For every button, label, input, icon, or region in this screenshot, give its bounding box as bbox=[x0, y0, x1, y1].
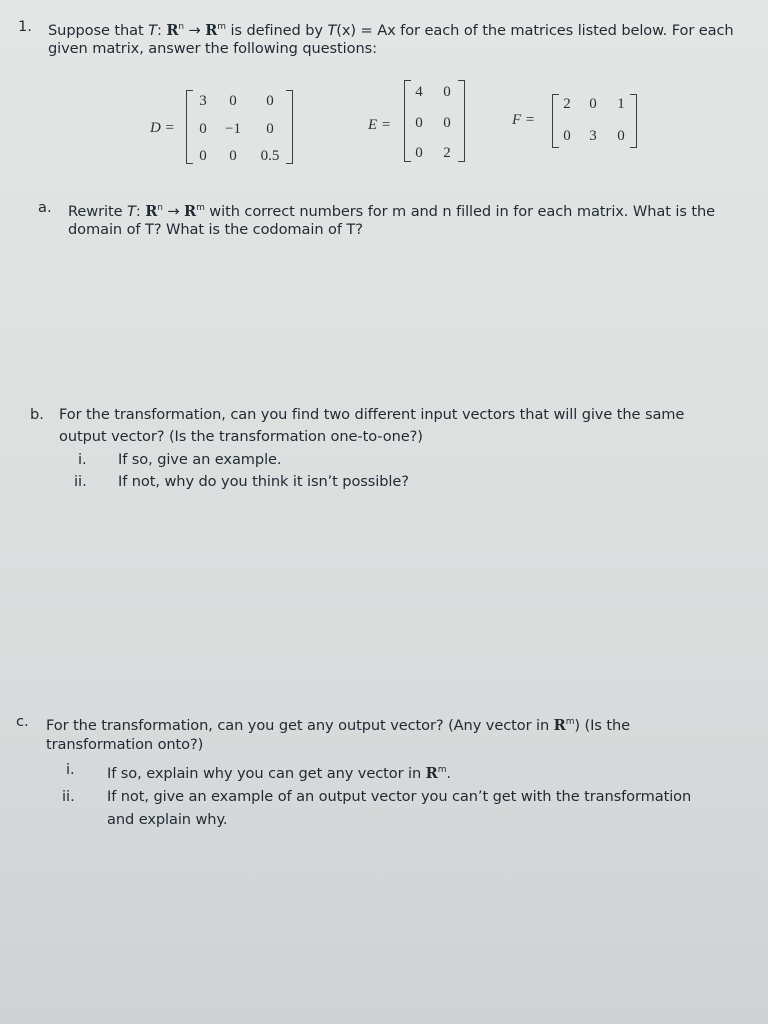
matrix-e-cell: 0 bbox=[443, 115, 451, 131]
matrix-e-cell: 2 bbox=[443, 145, 451, 161]
matrix-f-cell: 1 bbox=[617, 96, 625, 112]
part-c-ii-line-2: and explain why. bbox=[107, 811, 228, 828]
matrix-e-cell: 4 bbox=[415, 84, 423, 100]
matrix-d-cell: 0 bbox=[199, 148, 207, 164]
part-b-line-2: output vector? (Is the transformation one-to-one?) bbox=[59, 428, 423, 445]
matrix-d-cell: 0 bbox=[266, 93, 274, 109]
question-line-2: given matrix, answer the following questions: bbox=[48, 40, 377, 57]
matrix-e-cell: 0 bbox=[443, 84, 451, 100]
part-c-letter: c. bbox=[16, 713, 29, 730]
part-a-letter: a. bbox=[38, 199, 52, 216]
question-line-1: Suppose that T: $R^n \to R^m$ is defined by T(x) = Ax for each of the matrices listed below. For each bbox=[48, 21, 734, 39]
part-c-i-text: If so, explain why you can get any vector in $R^m$. bbox=[107, 764, 451, 782]
part-b-i-number: i. bbox=[78, 451, 87, 468]
matrix-d-cell: 3 bbox=[199, 93, 207, 109]
part-b-ii-text: If not, why do you think it isn’t possible? bbox=[118, 473, 409, 490]
matrix-d-cell: 0 bbox=[229, 93, 237, 109]
part-c-line-2: transformation onto?) bbox=[46, 736, 204, 753]
part-a-line-1: Rewrite T: $R^n \to R^m$ with correct numbers for m and n filled in for each matrix. What is the bbox=[68, 202, 716, 220]
matrix-d-cell: 0 bbox=[199, 121, 207, 137]
matrix-d-right-bracket bbox=[286, 90, 293, 164]
matrix-d-label: D = bbox=[150, 120, 175, 136]
part-b-line-1: For the transformation, can you find two different input vectors that will give the same bbox=[59, 406, 685, 423]
matrix-f-cell: 0 bbox=[563, 128, 571, 144]
part-c-ii-number: ii. bbox=[62, 788, 75, 805]
matrix-d-cell: 0 bbox=[266, 121, 274, 137]
matrix-e-cell: 0 bbox=[415, 145, 423, 161]
matrix-f-cell: 3 bbox=[589, 128, 597, 144]
matrix-f-cell: 0 bbox=[617, 128, 625, 144]
matrix-e-cell: 0 bbox=[415, 115, 423, 131]
part-b-i-text: If so, give an example. bbox=[118, 451, 282, 468]
part-a-line-2: domain of T? What is the codomain of T? bbox=[68, 221, 363, 238]
part-b-letter: b. bbox=[30, 406, 44, 423]
matrix-f-cell: 2 bbox=[563, 96, 571, 112]
matrix-f-cell: 0 bbox=[589, 96, 597, 112]
part-c-line-1: For the transformation, can you get any output vector? (Any vector in $R^m$) (Is the bbox=[46, 716, 630, 734]
matrix-d-cell: −1 bbox=[225, 121, 241, 137]
matrix-e-label: E = bbox=[368, 117, 392, 133]
question-number: 1. bbox=[18, 18, 32, 35]
part-b-ii-number: ii. bbox=[74, 473, 87, 490]
matrix-d-cell: 0.5 bbox=[260, 148, 280, 164]
matrix-f-label: F = bbox=[512, 112, 536, 128]
matrix-d-cell: 0 bbox=[229, 148, 237, 164]
part-c-ii-line-1: If not, give an example of an output vector you can’t get with the transformation bbox=[107, 788, 692, 805]
part-c-i-number: i. bbox=[66, 761, 75, 778]
